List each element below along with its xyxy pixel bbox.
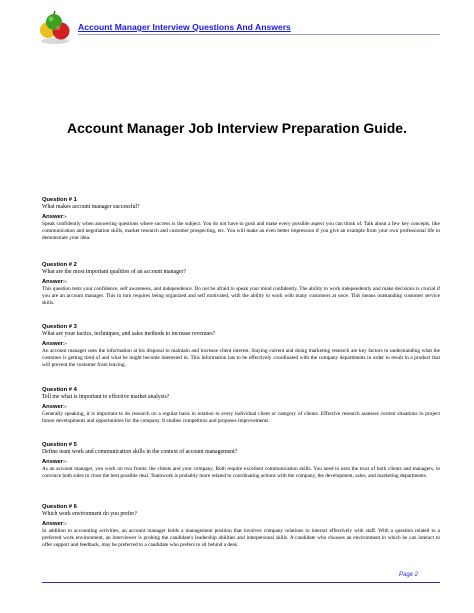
page-title: Account Manager Job Interview Preparation Guide. [67,120,407,136]
header-title-link[interactable]: Account Manager Interview Questions And Answers [78,22,291,32]
question-text: What are your tactics, techniques, and sales methods to increase revenues? [42,331,216,337]
page-number: Page 2 [399,572,419,578]
answer-label: Answer:- [42,458,67,465]
question-label: Question # 6 [42,504,77,510]
header-divider [78,34,440,35]
apples-logo-icon [37,10,73,46]
answer-label: Answer:- [42,340,67,347]
question-label: Question # 5 [42,442,77,448]
answer-label: Answer:- [42,213,67,220]
qa-block-5 [42,441,440,480]
answer-text: An account manager uses the information at his disposal to maintain and increase client interest. Staying current and doing marketing research are key factors to understanding what the customer is getting tired of and what he might become interested in. This information has to be effectively coordinated with the company departments in order to result in a product that will prevent the customer from leaving. [42,348,440,369]
question-text: What are the most important qualities of an account manager? [42,269,187,275]
answer-text: Speak confidently when answering questions where success is the subject. You do not have to gush and make every possible aspect you can think of. Talk about a few key concepts, like communication and negotiation skills, market research and customer prospecting, etc. You will make an even better impression if you give an example from your own professional life to demonstrate your idea. [42,221,440,242]
answer-label: Answer:- [42,403,67,410]
qa-block-6 [42,503,440,550]
answer-text: As an account manager, you work on two fronts: the clients and your company. Both require excellent communication skills. You need to earn the trust of both clients and managers, to convince both sides to close the best possible deal. Teamwork is probably more related to coordinating actions with the company, the development, sales, and marketing departments. [42,466,440,480]
qa-block-3 [42,323,440,370]
question-text: Which work environment do you prefer? [42,511,137,517]
answer-label: Answer:- [42,278,67,285]
answer-text: In addition to accounting activities, an account manager holds a management position that involves company relations to interact effectively with staff. With a question related to a preferred work environment, an interviewer is probing the candidate's leadership abilities and interpersonal skills. A candidate who chooses an environment in which he can interact to offer support and feedback, may be preferred to a candidate who prefers to sit behind a desk. [42,528,440,549]
qa-block-1 [42,196,440,243]
question-label: Question # 1 [42,197,77,203]
answer-text: Generally speaking, it is important to do research on a regular basis in relation to every individual client or category of clients. Effective research assesses current situations to project future developments and opportunities for the company. It studies competitors and proposes improvements. [42,411,440,425]
question-label: Question # 2 [42,262,77,268]
question-text: Define team work and communication skills in the context of account management? [42,449,238,455]
question-text: Tell me what is important to effective market analysis? [42,394,170,400]
footer-divider [42,582,440,583]
question-label: Question # 4 [42,387,77,393]
qa-block-2 [42,261,440,308]
question-text: What makes account manager successful? [42,204,140,210]
question-label: Question # 3 [42,324,77,330]
answer-label: Answer:- [42,520,67,527]
qa-block-4 [42,386,440,425]
answer-text: This question tests your confidence, self awareness, and independence. Do not be afraid to speak your mind confidently. The ability to work independently and make decisions is crucial if you are an account manager. This in turn requires being organized and self motivated, with the ability to work with many customers at once. This means outstanding customer service skills. [42,286,440,307]
page-header [0,0,474,48]
